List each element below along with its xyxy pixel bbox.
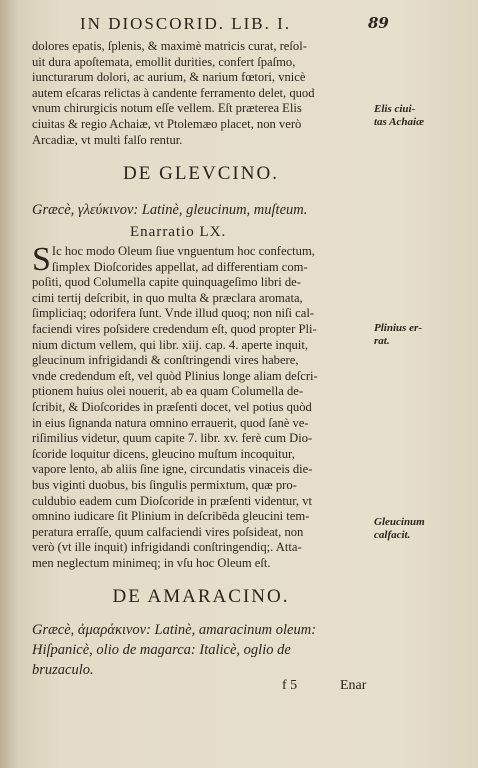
margin-note-gleucinum: Gleucinum calfacit. <box>374 516 425 541</box>
section-heading-amaracino: DE AMARACINO. <box>112 586 290 607</box>
text-line: nium dictum vellem, qui libr. xiij. cap. 4. aperte inquit, <box>32 337 308 352</box>
page-number: 89 <box>368 14 389 32</box>
text-line: riſimilius videtur, quum capite 7. libr. xv. ferè cum Dio- <box>32 431 313 446</box>
margin-note-elis: Elis ciui- tas Achaiæ <box>374 103 425 128</box>
commentary-paragraph <box>32 241 370 571</box>
text-line: omnino iudicare ſit Plinium in deſcribēda gleucini tem- <box>32 509 310 524</box>
text-line: poſiti, quod Columella capite quinquageſimo libri de- <box>32 275 301 290</box>
text-line: verò (vt ille inquit) infrigidandi conſtringendiq;. Atta- <box>32 540 302 555</box>
enarratio-label: Enarratio LX. <box>130 224 227 240</box>
text-line: vapore lento, ab aliis ſine igne, circundatis vinaceis die- <box>32 462 313 477</box>
text-line: uit dura apoſtemata, emollit durities, confert ſpaſmo, <box>32 54 296 69</box>
synonyms-gleucino: Græcè, γλεύκινον: Latinè, gleucinum, muſteum. <box>32 202 308 218</box>
text-line: ſcoride loquitur dicens, gleucino muſtum incoquitur, <box>32 446 295 461</box>
page-footer <box>0 678 478 696</box>
text-line: in eius ſignanda natura omnino errauerit, quod ſanè ve- <box>32 415 309 430</box>
text-line: Ic hoc modo Oleum ſiue vnguentum hoc confectum, <box>51 244 315 258</box>
text-line: dolores epatis, ſplenis, & maximè matricis curat, reſol- <box>32 39 307 53</box>
synonyms-amaracino <box>32 620 370 680</box>
text-line: bus viginti duobus, bis ſingulis permixtum, quæ pro- <box>32 477 297 492</box>
continued-text <box>32 39 370 148</box>
text-line: culdubio eadem cum Dioſcoride in præſenti videntur, vt <box>32 493 312 508</box>
signature-mark: f 5 <box>282 678 298 693</box>
synonym-line: bruzaculo. <box>32 662 94 678</box>
synonym-line: Hiſpanicè, olio de magarca: Italicè, oglio de <box>32 642 291 658</box>
text-line: ptionem huius olei nouerit, ab ea quam Columella de- <box>32 384 304 399</box>
text-line: Arcadiæ, vt multi falſo rentur. <box>32 132 183 147</box>
text-line: men neglectum minimeq; in vſu hoc Oleum eſt. <box>32 555 271 570</box>
text-line: ſcribit, & Dioſcorides in præſenti docet, vel potius quòd <box>32 399 312 414</box>
text-line: iuncturarum dolori, ac aurium, & narium fœtori, vnicè <box>32 70 306 85</box>
text-line: ciuitas & regio Achaiæ, vt Ptolemæo placet, non verò <box>32 116 302 131</box>
text-line: faciendi vires poſsidere credendum eſt, quod propter Pli- <box>32 321 317 336</box>
text-line: peratura erraſſe, quum calfaciendi vires poſsideat, non <box>32 524 304 539</box>
catchword: Enar <box>340 678 367 693</box>
text-line: cimi tertij deſcribit, in quo multa & præclara aromata, <box>32 290 303 305</box>
drop-cap: S <box>32 241 51 278</box>
text-line: autem eſcaras relictas à candente ferramento delet, quod <box>32 85 315 100</box>
text-line: ſimplex Dioſcorides appellat, ad differentiam com- <box>51 259 308 274</box>
running-title: IN DIOSCORID. LIB. I. <box>80 14 292 33</box>
synonym-line: Græcè, ἀμαράκινον: Latinè, amaracinum oleum: <box>32 622 317 638</box>
section-heading-gleucino: DE GLEVCINO. <box>123 163 279 184</box>
page-header <box>0 14 478 36</box>
text-line: vnde credendum eſt, vel quòd Plinius longe aliam deſcri- <box>32 368 318 383</box>
text-line: vnum chirurgicis notum eſſe vellem. Eſt præterea Elis <box>32 101 302 116</box>
text-line: ſimpliciaq; odorifera ſunt. Vnde illud quoq; non niſi cal- <box>32 306 315 321</box>
text-line: gleucinum infrigidandi & conſtringendi vires habere, <box>32 353 299 368</box>
margin-note-plinius: Plinius er- rat. <box>374 322 422 347</box>
